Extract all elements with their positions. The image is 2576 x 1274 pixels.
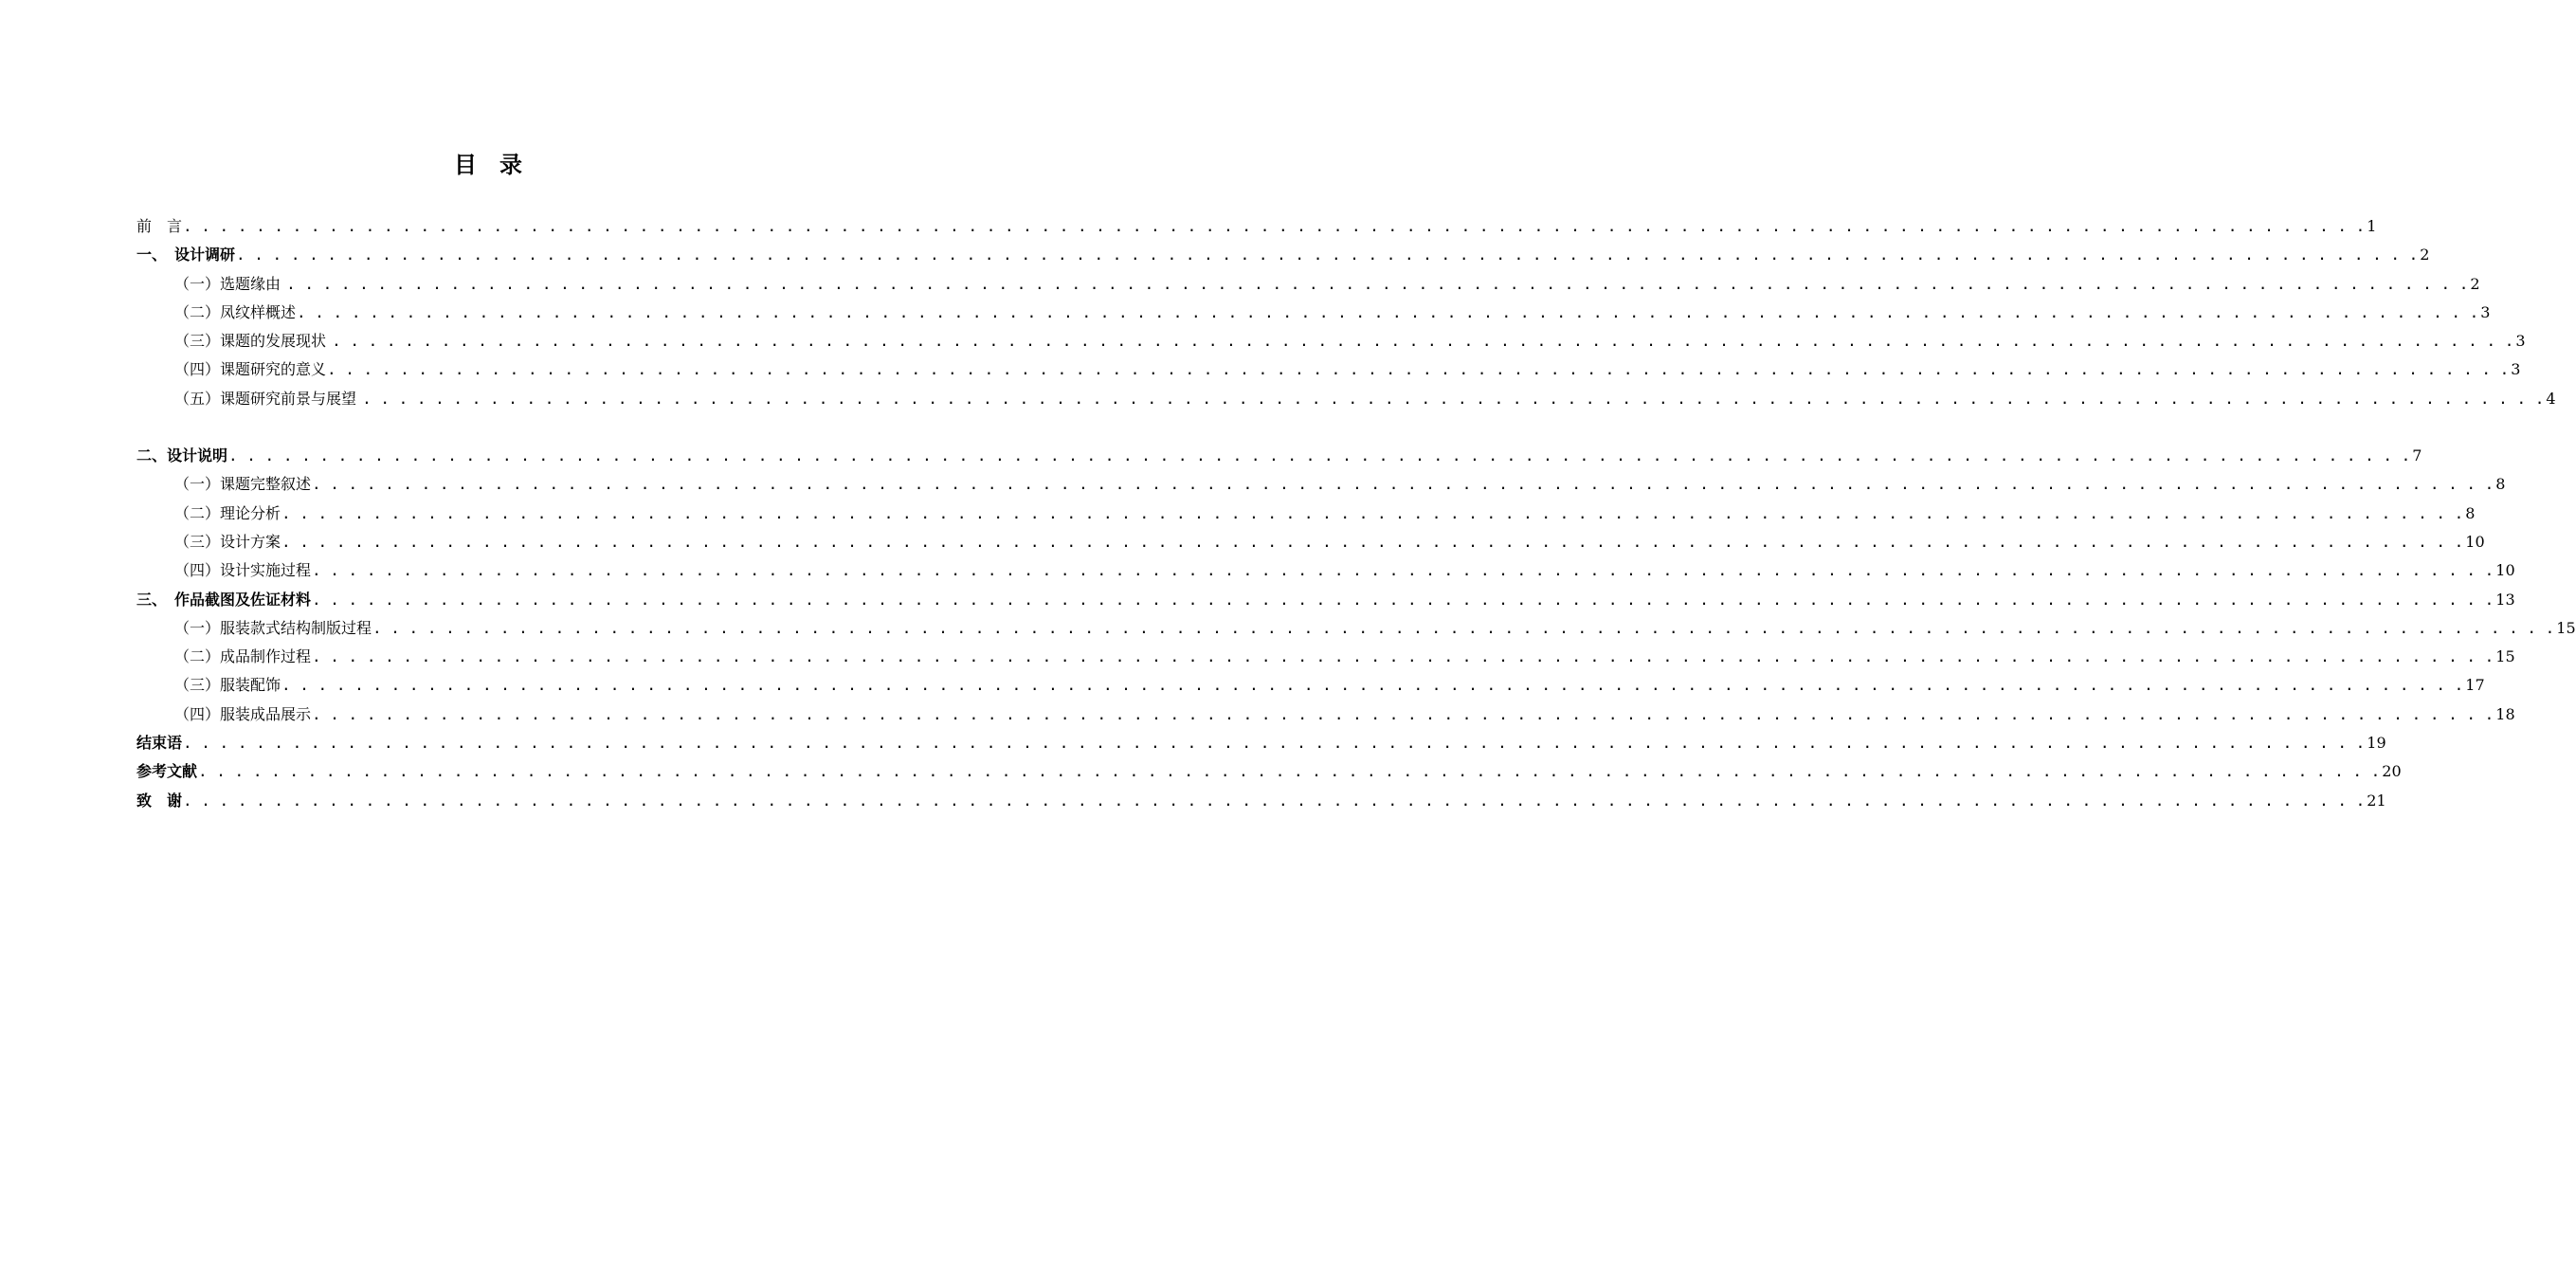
toc-entry[interactable]: [136, 643, 2515, 671]
toc-page-number: 4: [2546, 389, 2556, 408]
toc-entry-label: 参考文献: [136, 762, 198, 781]
toc-dot-leader: . . . . . . . . . . . . . . . . . . . . . . . . . . . . . . . . . . . . . . . . . . . . . . . . . . . . . . . . . . . . . . . . . . . . . . . . . . . . . . . . . . . . . . . . . . . . . . . . . . . . . . . . . . . . . . . . . . . . . . . .: [332, 332, 2514, 351]
toc-dot-leader: . . . . . . . . . . . . . . . . . . . . . . . . . . . . . . . . . . . . . . . . . . . . . . . . . . . . . . . . . . . . . . . . . . . . . . . . . . . . . . . . . . . . . . . . . . . . . . . . . . . . . . . . . . . . . . . . . . . . . . . .: [312, 475, 2494, 494]
toc-entry[interactable]: [136, 385, 2556, 413]
toc-dot-leader: . . . . . . . . . . . . . . . . . . . . . . . . . . . . . . . . . . . . . . . . . . . . . . . . . . . . . . . . . . . . . . . . . . . . . . . . . . . . . . . . . . . . . . . . . . . . . . . . . . . . . . . . . . . . . . . . . . . . . . . .: [198, 762, 2381, 781]
toc-entry-label: （五）课题研究前景与展望: [174, 389, 362, 408]
toc-entry-label: （四）设计实施过程: [174, 561, 312, 580]
toc-entry[interactable]: [136, 757, 2402, 786]
toc-entry[interactable]: [136, 270, 2480, 299]
toc-dot-leader: . . . . . . . . . . . . . . . . . . . . . . . . . . . . . . . . . . . . . . . . . . . . . . . . . . . . . . . . . . . . . . . . . . . . . . . . . . . . . . . . . . . . . . . . . . . . . . . . . . . . . . . . . . . . . . . . . . . . . . . .: [312, 561, 2494, 580]
toc-entry[interactable]: [136, 556, 2515, 585]
toc-dot-leader: . . . . . . . . . . . . . . . . . . . . . . . . . . . . . . . . . . . . . . . . . . . . . . . . . . . . . . . . . . . . . . . . . . . . . . . . . . . . . . . . . . . . . . . . . . . . . . . . . . . . . . . . . . . . . . . . . . . . . . . .: [362, 389, 2545, 408]
toc-page-number: 10: [2465, 532, 2485, 551]
toc-entry-label: （三）课题的发展现状: [174, 332, 332, 351]
toc-entry[interactable]: [136, 327, 2526, 355]
toc-page-number: 2: [2470, 274, 2480, 293]
toc-dot-leader: . . . . . . . . . . . . . . . . . . . . . . . . . . . . . . . . . . . . . . . . . . . . . . . . . . . . . . . . . . . . . . . . . . . . . . . . . . . . . . . . . . . . . . . . . . . . . . . . . . . . . . . . . . . . . . . . . . . . . . . .: [236, 246, 2419, 264]
toc-dot-leader: . . . . . . . . . . . . . . . . . . . . . . . . . . . . . . . . . . . . . . . . . . . . . . . . . . . . . . . . . . . . . . . . . . . . . . . . . . . . . . . . . . . . . . . . . . . . . . . . . . . . . . . . . . . . . . . . . . . . . . . .: [372, 618, 2555, 637]
toc-dot-leader: . . . . . . . . . . . . . . . . . . . . . . . . . . . . . . . . . . . . . . . . . . . . . . . . . . . . . . . . . . . . . . . . . . . . . . . . . . . . . . . . . . . . . . . . . . . . . . . . . . . . . . . . . . . . . . . . . . . . . . . .: [281, 532, 2464, 551]
toc-entry[interactable]: [136, 355, 2521, 384]
toc-page-number: 2: [2420, 246, 2430, 264]
toc-entry-label: （三）服装配饰: [174, 676, 281, 695]
toc-page-number: 7: [2412, 446, 2422, 465]
toc-dot-leader: . . . . . . . . . . . . . . . . . . . . . . . . . . . . . . . . . . . . . . . . . . . . . . . . . . . . . . . . . . . . . . . . . . . . . . . . . . . . . . . . . . . . . . . . . . . . . . . . . . . . . . . . . . . . . . . . . . . . . . . .: [327, 360, 2510, 379]
toc-entry-label: 三、 作品截图及佐证材料: [136, 590, 312, 609]
toc-dot-leader: . . . . . . . . . . . . . . . . . . . . . . . . . . . . . . . . . . . . . . . . . . . . . . . . . . . . . . . . . . . . . . . . . . . . . . . . . . . . . . . . . . . . . . . . . . . . . . . . . . . . . . . . . . . . . . . . . . . . . . . .: [183, 791, 2366, 810]
toc-entry[interactable]: [136, 500, 2476, 528]
toc-page-number: 3: [2515, 332, 2526, 351]
toc-page-number: 3: [2511, 360, 2521, 379]
toc-entry-label: （一）服装款式结构制版过程: [174, 618, 372, 637]
toc-page-number: 20: [2382, 762, 2402, 781]
toc-entry-label: （二）理论分析: [174, 503, 281, 522]
toc-page-number: 15: [2556, 618, 2576, 637]
toc-entry[interactable]: [136, 787, 2386, 815]
toc-page-number: 21: [2367, 791, 2386, 810]
toc-dot-leader: . . . . . . . . . . . . . . . . . . . . . . . . . . . . . . . . . . . . . . . . . . . . . . . . . . . . . . . . . . . . . . . . . . . . . . . . . . . . . . . . . . . . . . . . . . . . . . . . . . . . . . . . . . . . . . . . . . . . . . . .: [183, 217, 2366, 235]
toc-entry[interactable]: [136, 701, 2515, 729]
toc-entry-label: 二、设计说明: [136, 446, 228, 465]
toc-entry-label: （四）课题研究的意义: [174, 360, 327, 379]
toc-entry-label: （二）成品制作过程: [174, 647, 312, 666]
toc-entry-label: 一、 设计调研: [136, 246, 236, 264]
toc-entry[interactable]: [136, 470, 2506, 499]
toc-entry-label: 结束语: [136, 734, 183, 753]
toc-dot-leader: . . . . . . . . . . . . . . . . . . . . . . . . . . . . . . . . . . . . . . . . . . . . . . . . . . . . . . . . . . . . . . . . . . . . . . . . . . . . . . . . . . . . . . . . . . . . . . . . . . . . . . . . . . . . . . . . . . . . . . . .: [281, 676, 2464, 695]
toc-entry-label: 前 言: [136, 217, 183, 235]
toc-page-number: 19: [2367, 734, 2386, 753]
toc-entry-label: （一）选题缘由: [174, 274, 286, 293]
toc-entry-label: （一）课题完整叙述: [174, 475, 312, 494]
toc-entry-label: （四）服装成品展示: [174, 704, 312, 723]
toc-entry-label: （二）凤纹样概述: [174, 302, 297, 321]
toc-entry[interactable]: [136, 586, 2515, 614]
toc-entry[interactable]: [136, 614, 2576, 643]
toc-dot-leader: . . . . . . . . . . . . . . . . . . . . . . . . . . . . . . . . . . . . . . . . . . . . . . . . . . . . . . . . . . . . . . . . . . . . . . . . . . . . . . . . . . . . . . . . . . . . . . . . . . . . . . . . . . . . . . . . . . . . . . . .: [286, 274, 2469, 293]
toc-entry-label: （三）设计方案: [174, 532, 281, 551]
toc-entry[interactable]: [136, 442, 2422, 470]
toc-page-number: 10: [2495, 561, 2515, 580]
toc-entry[interactable]: [136, 671, 2485, 700]
toc-entry[interactable]: [136, 299, 2491, 327]
toc-page-number: 3: [2480, 302, 2491, 321]
toc-entry[interactable]: [136, 212, 2377, 241]
toc-page-number: 8: [2465, 503, 2476, 522]
toc-page-number: 17: [2465, 676, 2485, 695]
toc-dot-leader: . . . . . . . . . . . . . . . . . . . . . . . . . . . . . . . . . . . . . . . . . . . . . . . . . . . . . . . . . . . . . . . . . . . . . . . . . . . . . . . . . . . . . . . . . . . . . . . . . . . . . . . . . . . . . . . . . . . . . . . .: [312, 704, 2494, 723]
toc-entry[interactable]: [136, 241, 2430, 269]
toc-dot-leader: . . . . . . . . . . . . . . . . . . . . . . . . . . . . . . . . . . . . . . . . . . . . . . . . . . . . . . . . . . . . . . . . . . . . . . . . . . . . . . . . . . . . . . . . . . . . . . . . . . . . . . . . . . . . . . . . . . . . . . . .: [312, 590, 2494, 609]
toc-entry-label: 致 谢: [136, 791, 183, 810]
toc-dot-leader: . . . . . . . . . . . . . . . . . . . . . . . . . . . . . . . . . . . . . . . . . . . . . . . . . . . . . . . . . . . . . . . . . . . . . . . . . . . . . . . . . . . . . . . . . . . . . . . . . . . . . . . . . . . . . . . . . . . . . . . .: [297, 302, 2479, 321]
toc-page-number: 1: [2367, 217, 2377, 235]
toc-page-number: 13: [2495, 590, 2515, 609]
toc-dot-leader: . . . . . . . . . . . . . . . . . . . . . . . . . . . . . . . . . . . . . . . . . . . . . . . . . . . . . . . . . . . . . . . . . . . . . . . . . . . . . . . . . . . . . . . . . . . . . . . . . . . . . . . . . . . . . . . . . . . . . . . .: [281, 503, 2464, 522]
toc-dot-leader: . . . . . . . . . . . . . . . . . . . . . . . . . . . . . . . . . . . . . . . . . . . . . . . . . . . . . . . . . . . . . . . . . . . . . . . . . . . . . . . . . . . . . . . . . . . . . . . . . . . . . . . . . . . . . . . . . . . . . . . .: [312, 647, 2494, 666]
table-of-contents: [136, 212, 2576, 815]
toc-page-number: 8: [2495, 475, 2506, 494]
page-title: 目 录: [454, 152, 522, 178]
toc-page-number: 18: [2495, 704, 2515, 723]
toc-page-number: 15: [2495, 647, 2515, 666]
toc-entry[interactable]: [136, 528, 2485, 556]
toc-entry[interactable]: [136, 729, 2386, 757]
toc-dot-leader: . . . . . . . . . . . . . . . . . . . . . . . . . . . . . . . . . . . . . . . . . . . . . . . . . . . . . . . . . . . . . . . . . . . . . . . . . . . . . . . . . . . . . . . . . . . . . . . . . . . . . . . . . . . . . . . . . . . . . . . .: [228, 446, 2411, 465]
toc-dot-leader: . . . . . . . . . . . . . . . . . . . . . . . . . . . . . . . . . . . . . . . . . . . . . . . . . . . . . . . . . . . . . . . . . . . . . . . . . . . . . . . . . . . . . . . . . . . . . . . . . . . . . . . . . . . . . . . . . . . . . . . .: [183, 734, 2366, 753]
